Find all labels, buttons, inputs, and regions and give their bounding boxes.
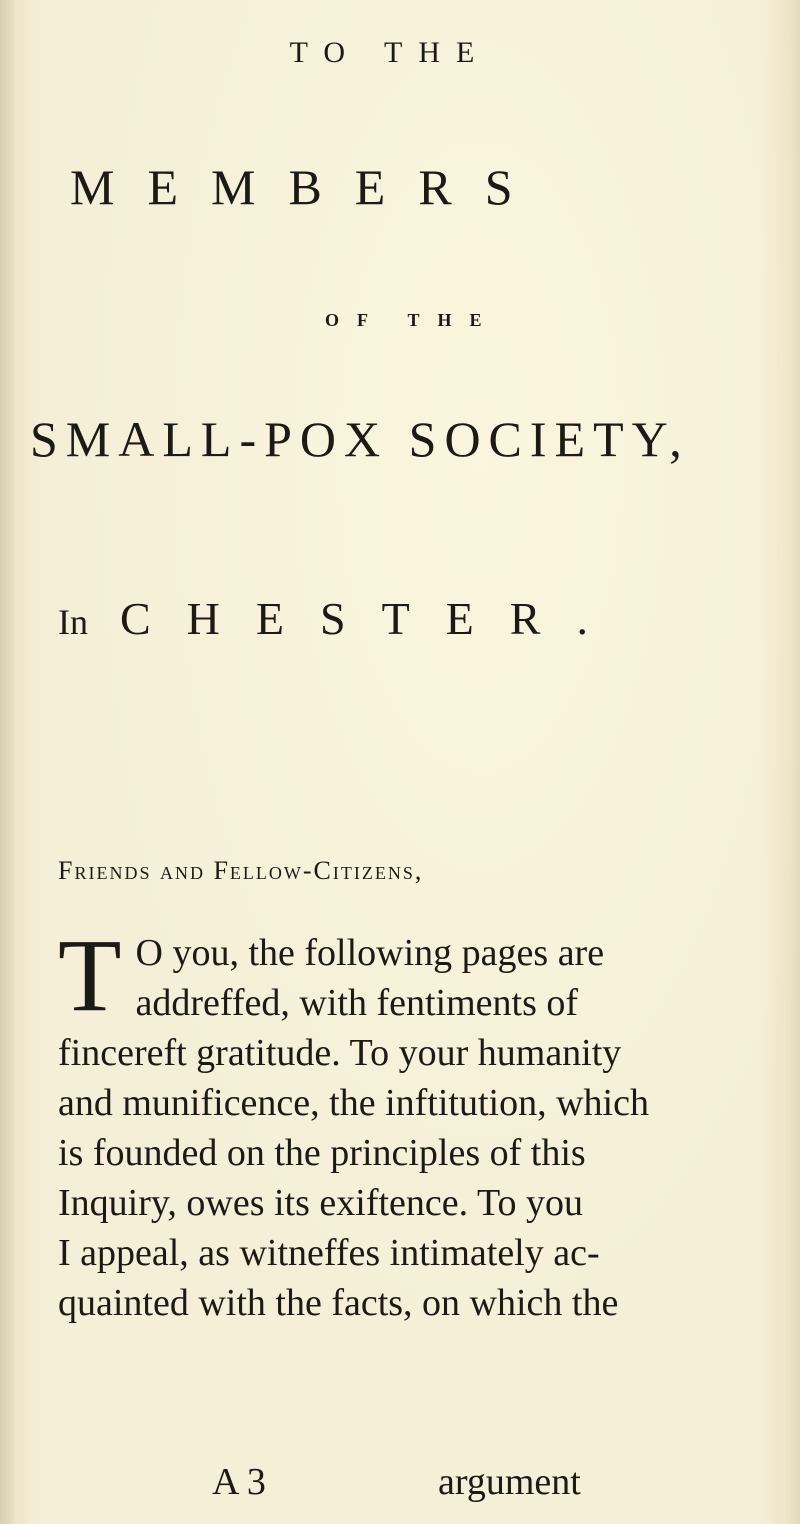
page-gutter	[0, 0, 14, 1524]
body-line-4: and munificence, the inftitution, which	[58, 1082, 649, 1124]
heading-place	[58, 592, 758, 645]
body-line-7: I appeal, as witneffes intimately ac-	[58, 1232, 600, 1274]
catchword: argument	[438, 1461, 581, 1503]
drop-cap: T	[58, 918, 122, 1033]
heading-of-the: OF THE	[325, 310, 500, 330]
body-line-8: quainted with the facts, on which the	[58, 1282, 619, 1324]
page-footer	[0, 1460, 800, 1510]
signature-mark: A 3	[212, 1461, 266, 1503]
heading-place-city: CHESTER.	[120, 593, 624, 644]
heading-place-prefix: In	[58, 602, 88, 642]
body-line-3: fincereft gratitude. To your humanity	[58, 1032, 622, 1074]
body-line-6: Inquiry, owes its exiftence. To you	[58, 1182, 584, 1224]
body-line-5: is founded on the principles of this	[58, 1132, 586, 1174]
heading-society: SMALL-POX SOCIETY,	[30, 411, 690, 467]
body-paragraph	[58, 918, 748, 1328]
heading-members: MEMBERS	[70, 159, 546, 215]
body-line-2: addreffed, with fentiments of	[135, 982, 579, 1024]
salutation: Friends and Fellow-Citizens,	[58, 856, 424, 885]
heading-to-the: TO THE	[289, 36, 491, 69]
body-line-1: O you, the following pages are	[135, 932, 605, 974]
